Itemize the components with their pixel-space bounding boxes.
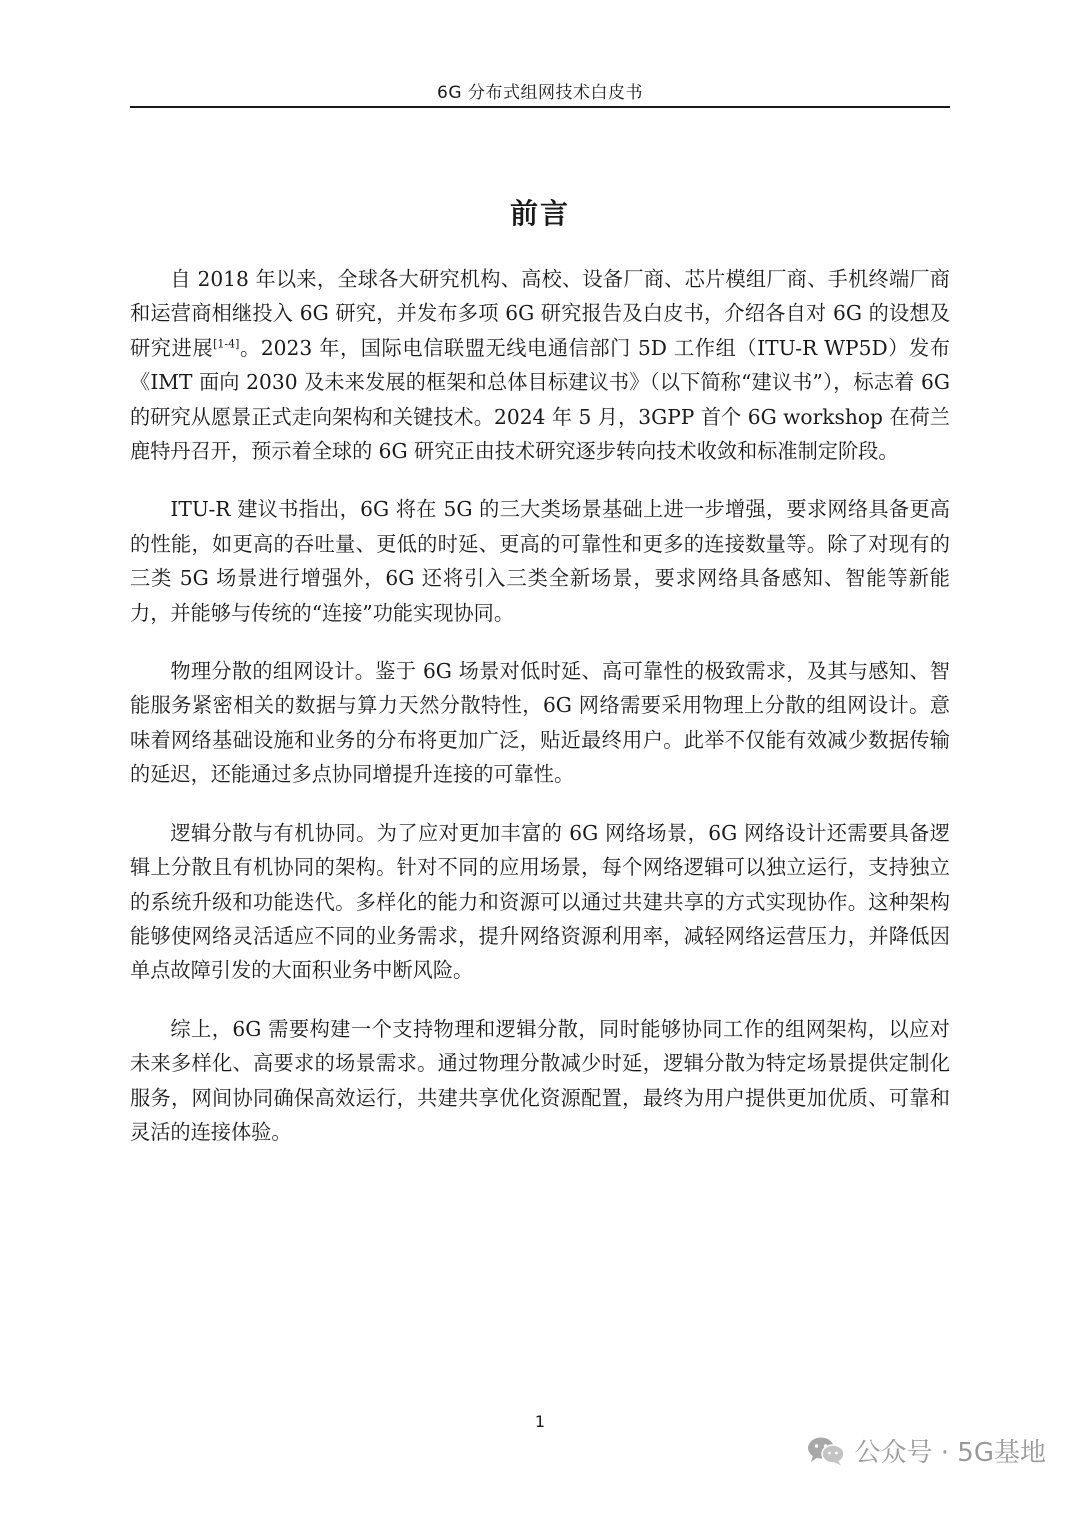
running-header: 6G 分布式组网技术白皮书 [437, 83, 643, 103]
body-text [130, 262, 950, 1173]
paragraph-intro [130, 262, 950, 468]
header-rule [130, 106, 950, 108]
paragraph-logical-distribution: 逻辑分散与有机协同。为了应对更加丰富的 6G 网络场景，6G 网络设计还需要具备逻辑上分散且有机协同的架构。针对不同的应用场景，每个网络逻辑可以独立运行，支持独立的系统升级和功能迭代。多样化的能力和资源可以通过共建共享的方式实现协作。这种架构能够使网络灵活适应不同的业务需求，提升网络资源利用率，减轻网络运营压力，并降低因单点故障引发的大面积业务中断风险。 [130, 820, 950, 983]
page-title: 前言 [509, 197, 570, 230]
paragraph-physical-distribution: 物理分散的组网设计。鉴于 6G 场景对低时延、高可靠性的极致需求，及其与感知、智能服务紧密相关的数据与算力天然分散特性，6G 网络需要采用物理上分散的组网设计。意味着网络基础设施和业务的分布将更加广泛，贴近最终用户。此举不仅能有效减少数据传输的延迟，还能通过多点协同增提升连接的可靠性。 [130, 659, 950, 787]
watermark [807, 1432, 1046, 1469]
watermark-text: 公众号 · 5G基地 [854, 1438, 1046, 1468]
paragraph-intro-text-before: 自 2018 年以来，全球各大研究机构、高校、设备厂商、芯片模组厂商、手机终端厂商和运营商相继投入 6G 研究，并发布多项 6G 研究报告及白皮书，介绍各自对 6G 的设想及研究进展 [130, 267, 950, 360]
citation-reference: [1-4] [213, 337, 240, 351]
paragraph-intro-text-after: 。2023 年，国际电信联盟无线电通信部门 5D 工作组（ITU-R WP5D）发布《IMT 面向 2030 及未来发展的框架和总体目标建议书》（以下简称“建议书”），标志着 6G 的研究从愿景正式走向架构和关键技术。2024 年 5 月，3GPP 首个 6G workshop 在荷兰鹿特丹召开，预示着全球的 6G 研究正由技术研究逐步转向技术收敛和标准制定阶段。 [130, 335, 950, 464]
page-number: 1 [534, 1412, 546, 1431]
paragraph-summary: 综上，6G 需要构建一个支持物理和逻辑分散，同时能够协同工作的组网架构，以应对未来多样化、高要求的场景需求。通过物理分散减少时延，逻辑分散为特定场景提供定制化服务，网间协同确保高效运行，共建共享优化资源配置，最终为用户提供更加优质、可靠和灵活的连接体验。 [130, 1016, 950, 1144]
wechat-icon [807, 1436, 845, 1466]
paragraph-itu-r: ITU-R 建议书指出，6G 将在 5G 的三大类场景基础上进一步增强，要求网络具备更高的性能，如更高的吞吐量、更低的时延、更高的可靠性和更多的连接数量等。除了对现有的三类 5G 场景进行增强外，6G 还将引入三类全新场景，要求网络具备感知、智能等新能力，并能够与传统的“连接”功能实现协同。 [130, 497, 950, 625]
